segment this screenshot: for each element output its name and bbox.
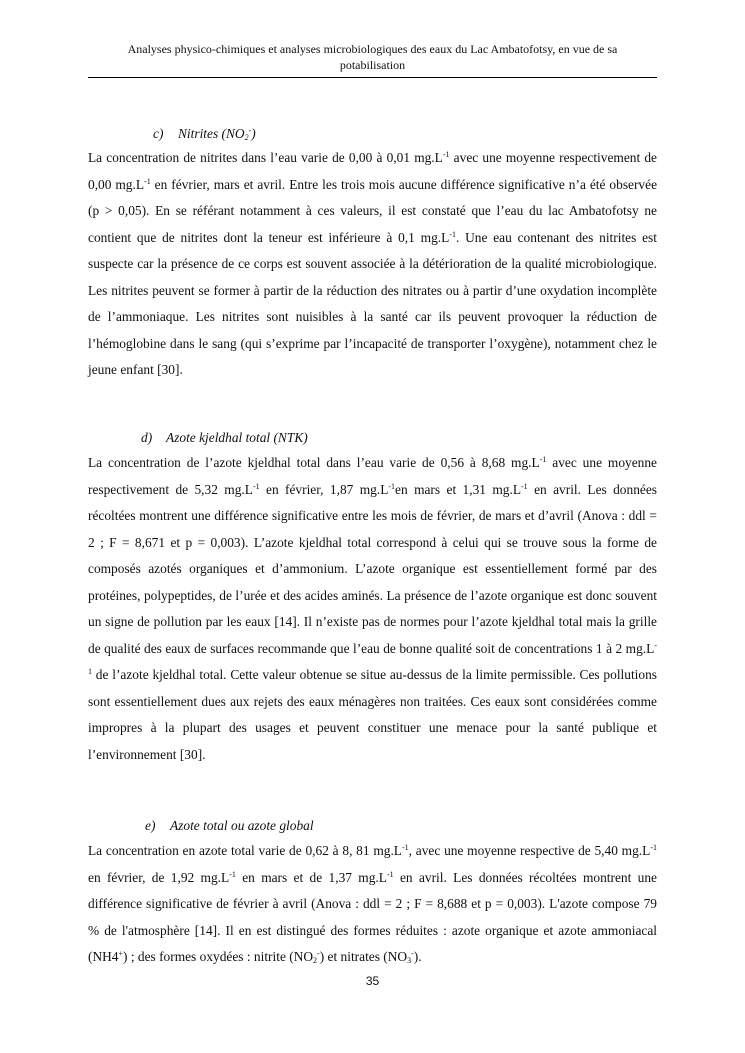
heading-number: d) [141, 430, 153, 445]
paragraph-nitrites: La concentration de nitrites dans l’eau varie de 0,00 à 0,01 $mg.L^{-1}$ avec une moyenne respectivement de 0,00 $mg.L^{-1}$ en février, mars et avril. Entre les trois mois aucune différence significative n’a été observée (p > 0,05). En se référant notamment à ces valeurs, il est constaté que l’eau du lac Ambatofotsy ne contient que de nitrites dont la teneur est inférieure à 0,1 $mg.L^{-1}$. Une eau contenant des nitrites est suspecte car la présence de ce corps est souvent associée à la détérioration de la qualité microbiologique. Les nitrites peuvent se former à partir de la réduction des nitrates ou à partir d’une oxydation incomplète de l’ammoniaque. Les nitrites sont nuisibles à la santé car ils peuvent provoquer la réduction de l’hémoglobine dans le sang (qui s’exprime par l’incapacité de transporter l’oxygène), notamment chez le jeune enfant [30]. [88, 150, 658, 377]
header-line-2: potabilisation [339, 58, 406, 72]
section-heading-ntk: d) Azote kjeldhal total (NTK) [141, 430, 308, 445]
paragraph-azote-total: La concentration en azote total varie de 0,62 à 8, 81 $mg.L^{-1}$, avec une moyenne respective de 5,40 $mg.L^{-1}$ en février, de 1,92 $mg.L^{-1}$ en mars et de 1,37 $mg.L^{-1}$ en avril. Les données récoltées montrent une différence significative de février à avril (Anova : ddl = 2 ; F = 8,688 et p = 0,003). L'azote compose 79 % de l'atmosphère [14]. Il en est distingué des formes réduites : azote organique et azote ammoniacal (NH4+) ; des formes oxydées : nitrite $(NO_2^-)$ et nitrates $(NO_3^-)$. [88, 843, 657, 965]
header-rule [88, 77, 657, 78]
running-header [88, 41, 657, 73]
heading-number: c) [153, 126, 164, 141]
header-line-1: Analyses physico-chimiques et analyses microbiologiques des eaux du Lac Ambatofotsy, en vue de sa [127, 42, 618, 56]
heading-number: e) [145, 818, 156, 833]
paragraph-ntk: La concentration de l’azote kjeldhal total dans l’eau varie de 0,56 à 8,68 $mg.L^{-1}$ avec une moyenne respectivement de 5,32 $mg.L^{-1}$ en février, 1,87 $mg.L^{-1}en$ mars et 1,31 $mg.L^{-1}$ en avril. Les données récoltées montrent une différence significative entre les mois de février, de mars et d’avril (Anova : ddl = 2 ; F = 8,671 et p = 0,003). L’azote kjeldhal total correspond à celui qui se trouve sous la forme de composés azotés organiques et d’ammonium. L’azote organique est essentiellement formé par des protéines, polypeptides, de l’urée et des acides aminés. La présence de l’azote organique est donc souvent un signe de pollution par les eaux [14]. Il n’existe pas de normes pour l’azote kjeldhal total mais la grille de qualité des eaux de surfaces recommande que l’eau de bonne qualité soit de concentrations 1 à 2 $mg.L^{-1}$ de l’azote kjeldhal total. Cette valeur obtenue se situe au-dessus de la limite permissible. Ces pollutions sont essentiellement dues aux rejets des eaux ménagères non traitées. Ces eaux sont considérées comme impropres à la plupart des usages et peuvent constituer une menace pour la santé publique et l’environnement [30]. [88, 455, 657, 762]
section-heading-azote-total: e) Azote total ou azote global [145, 818, 314, 833]
section-heading-nitrites: c) Nitrites $(NO_2^-)$ [153, 126, 256, 142]
page-number: 35 [365, 974, 380, 988]
